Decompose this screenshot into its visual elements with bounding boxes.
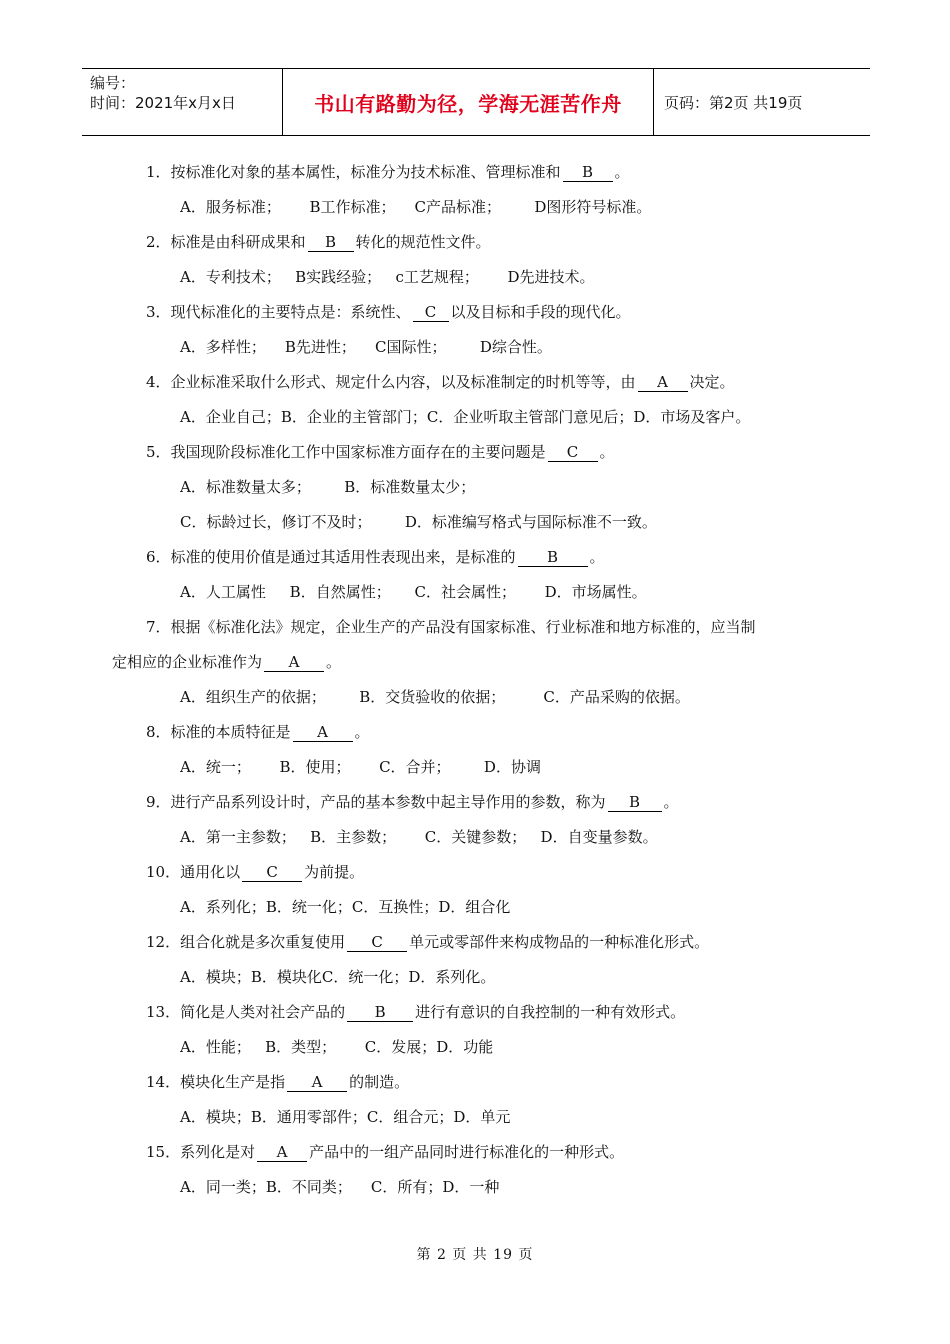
question-options: A．企业自己；B．企业的主管部门；C．企业听取主管部门意见后；D．市场及客户。 xyxy=(180,408,751,426)
question-options: A．模块；B．模块化C．统一化；D．系列化。 xyxy=(180,968,496,986)
question-stem xyxy=(112,158,852,193)
answer-blank: B xyxy=(563,163,613,182)
answer-blank: C xyxy=(548,443,598,462)
header-page-info-cell xyxy=(654,69,870,135)
question-stem xyxy=(112,228,852,263)
question-text-suffix: 转化的规范性文件。 xyxy=(355,233,491,251)
question-options: A．多样性； B先进性； C国际性； D综合性。 xyxy=(180,338,552,356)
answer-blank: A xyxy=(287,1073,347,1092)
question-text: 定相应的企业标准作为 xyxy=(112,653,263,671)
header-meta xyxy=(82,69,282,135)
answer-blank: C xyxy=(347,933,407,952)
answer-blank: B xyxy=(518,548,588,567)
question-text-suffix: 产品中的一组产品同时进行标准化的一种形式。 xyxy=(309,1143,625,1161)
question-text-suffix: 决定。 xyxy=(689,373,735,391)
time-label: 时间：2021年x月x日 xyxy=(90,94,236,112)
answer-blank: C xyxy=(413,303,449,322)
question-text: 13．简化是人类对社会产品的 xyxy=(146,1003,346,1021)
question-stem xyxy=(112,928,852,963)
question-options: A．标准数量太多； B．标准数量太少； xyxy=(180,478,476,496)
question-text-suffix: 的制造。 xyxy=(349,1073,410,1091)
question-options: A．同一类；B．不同类； C．所有；D．一种 xyxy=(180,1178,500,1196)
question-options: A．统一； B．使用； C．合并； D．协调 xyxy=(180,758,541,776)
question-stem xyxy=(112,998,852,1033)
serial-label: 编号： xyxy=(90,74,136,92)
page-info: 页码：第2页 共19页 xyxy=(664,93,803,112)
question-text: 1．按标准化对象的基本属性，标准分为技术标准、管理标准和 xyxy=(146,163,561,181)
question-text: 6．标准的使用价值是通过其适用性表现出来，是标准的 xyxy=(146,548,516,566)
question-text: 7．根据《标准化法》规定，企业生产的产品没有国家标准、行业标准和地方标准的，应当制 xyxy=(146,618,756,636)
question-text: 5．我国现阶段标准化工作中国家标准方面存在的主要问题是 xyxy=(146,443,546,461)
question-text-suffix: 单元或零部件来构成物品的一种标准化形式。 xyxy=(409,933,710,951)
question-options: A．系列化；B．统一化；C．互换性；D．组合化 xyxy=(180,898,511,916)
question-text: 3．现代标准化的主要特点是：系统性、 xyxy=(146,303,411,321)
header-table xyxy=(82,68,870,136)
question-text-suffix: 。 xyxy=(326,653,342,671)
question-text: 8．标准的本质特征是 xyxy=(146,723,291,741)
page-footer: 第 2 页 共 19 页 xyxy=(416,1247,534,1263)
question-text: 9．进行产品系列设计时，产品的基本参数中起主导作用的参数，称为 xyxy=(146,793,606,811)
question-stem xyxy=(112,438,852,473)
question-text: 12．组合化就是多次重复使用 xyxy=(146,933,346,951)
answer-blank: A xyxy=(293,723,353,742)
motto: 书山有路勤为径，学海无涯苦作舟 xyxy=(314,91,622,116)
question-text-suffix: 。 xyxy=(354,723,370,741)
question-options: A．性能； B．类型； C．发展；D．功能 xyxy=(180,1038,494,1056)
question-options: C．标龄过长，修订不及时； D．标准编写格式与国际标准不一致。 xyxy=(180,513,657,531)
question-text-suffix: 。 xyxy=(589,548,605,566)
question-stem xyxy=(112,298,852,333)
question-text-suffix: 。 xyxy=(614,163,630,181)
question-text-suffix: 。 xyxy=(599,443,615,461)
question-stem xyxy=(112,613,852,648)
question-options: A．第一主参数； B．主参数； C．关键参数； D．自变量参数。 xyxy=(180,828,658,846)
question-stem xyxy=(112,718,852,753)
question-text: 10．通用化以 xyxy=(146,863,241,881)
question-stem xyxy=(112,543,852,578)
question-options: A．组织生产的依据； B．交货验收的依据； C．产品采购的依据。 xyxy=(180,688,690,706)
question-stem xyxy=(112,1068,852,1103)
question-options: A．专利技术； B实践经验； c工艺规程； D先进技术。 xyxy=(180,268,595,286)
question-options: A．人工属性 B．自然属性； C．社会属性； D．市场属性。 xyxy=(180,583,647,601)
question-stem xyxy=(112,368,852,403)
question-stem xyxy=(112,788,852,823)
answer-blank: C xyxy=(242,863,302,882)
question-text: 4．企业标准采取什么形式、规定什么内容，以及标准制定的时机等等，由 xyxy=(146,373,636,391)
question-stem xyxy=(112,858,852,893)
answer-blank: A xyxy=(638,373,688,392)
question-options: A．模块；B．通用零部件；C．组合元；D．单元 xyxy=(180,1108,511,1126)
question-text: 2．标准是由科研成果和 xyxy=(146,233,306,251)
question-stem xyxy=(112,1138,852,1173)
question-text-suffix: 进行有意识的自我控制的一种有效形式。 xyxy=(415,1003,686,1021)
question-text: 15．系列化是对 xyxy=(146,1143,256,1161)
question-stem-continued xyxy=(112,648,852,683)
question-text-suffix: 以及目标和手段的现代化。 xyxy=(450,303,631,321)
question-options: A．服务标准； B工作标准； C产品标准； D图形符号标准。 xyxy=(180,198,652,216)
answer-blank: B xyxy=(308,233,354,252)
question-text-suffix: 。 xyxy=(663,793,679,811)
question-list xyxy=(112,158,852,1208)
answer-blank: B xyxy=(608,793,662,812)
answer-blank: B xyxy=(347,1003,413,1022)
question-text-suffix: 为前提。 xyxy=(304,863,365,881)
answer-blank: A xyxy=(264,653,324,672)
header-motto-cell xyxy=(282,69,654,135)
question-text: 14．模块化生产是指 xyxy=(146,1073,286,1091)
answer-blank: A xyxy=(257,1143,307,1162)
